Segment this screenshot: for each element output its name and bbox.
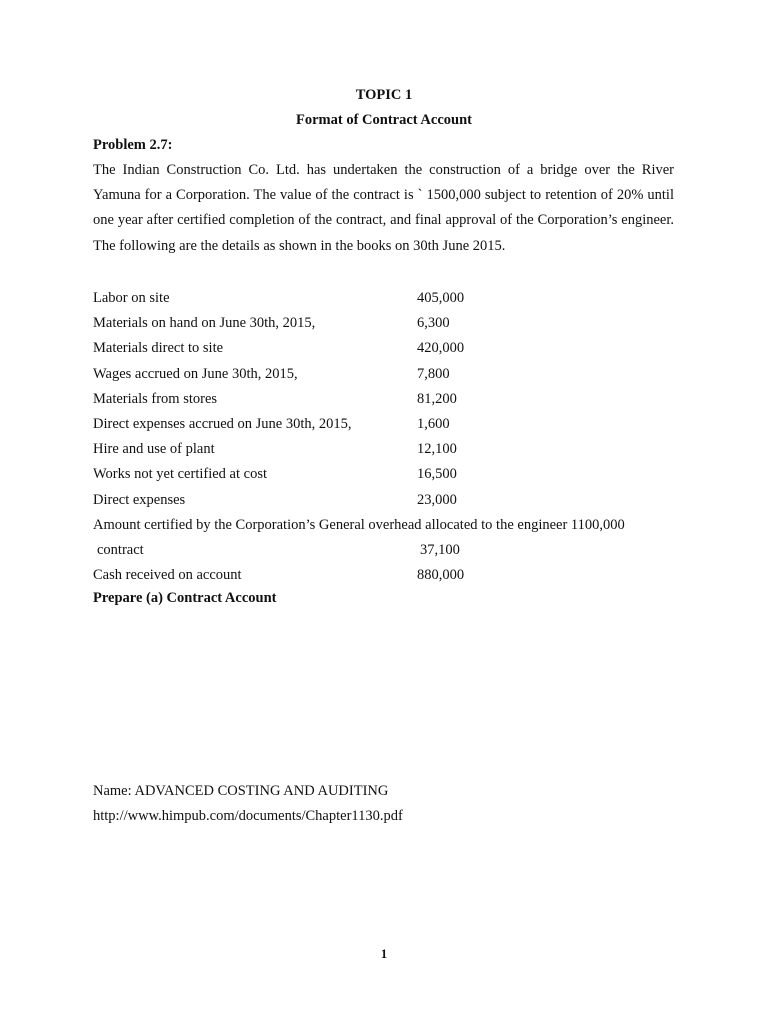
item-value: 1,600 (417, 415, 450, 432)
item-value: 16,500 (417, 466, 457, 483)
item-value: 880,000 (417, 567, 465, 584)
item-label: Direct expenses accrued on June 30th, 2015, (93, 415, 352, 432)
list-item (93, 538, 683, 563)
item-value: 12,100 (417, 441, 457, 458)
problem-label: Problem 2.7: (93, 137, 173, 153)
item-label: Wages accrued on June 30th, 2015, (93, 365, 298, 382)
source-url: http://www.himpub.com/documents/Chapter1130.pdf (93, 808, 403, 824)
item-label: Works not yet certified at cost (93, 466, 267, 483)
item-value: 37,100 (420, 541, 460, 558)
details-list (93, 286, 683, 588)
problem-paragraph: The Indian Construction Co. Ltd. has undertaken the construction of a bridge over the River Yamuna for a Corporation. The value of the contract is ` 1500,000 subject to retention of 20% until one year after certified completion of the contract, and final approval of the Corporation’s engineer. The following are the details as shown in the books on 30th June 2015. (93, 162, 674, 254)
item-label: Cash received on account (93, 567, 242, 584)
page-number: 1 (380, 947, 388, 961)
topic-heading: TOPIC 1 (355, 87, 413, 103)
list-item (93, 563, 683, 588)
list-item (93, 462, 683, 487)
item-label: Hire and use of plant (93, 441, 215, 458)
item-value: 23,000 (417, 491, 457, 508)
item-label: contract (97, 541, 144, 558)
amount-certified-text: Amount certified by the Corporation’s General overhead allocated to the engineer 1100,000 (93, 516, 625, 533)
item-label: Direct expenses (93, 491, 186, 508)
item-value: 405,000 (417, 290, 465, 306)
item-label: Materials on hand on June 30th, 2015, (93, 315, 316, 332)
item-label: Labor on site (93, 290, 170, 306)
item-value: 81,200 (417, 390, 457, 407)
item-label: Materials direct to site (93, 340, 224, 357)
list-item (93, 286, 683, 311)
list-item (93, 488, 683, 513)
list-item (93, 437, 683, 462)
item-value: 420,000 (417, 340, 465, 357)
list-item (93, 412, 683, 437)
list-item (93, 362, 683, 387)
item-value: 7,800 (417, 365, 450, 382)
list-item (93, 336, 683, 361)
list-item (93, 513, 683, 538)
subtitle-heading: Format of Contract Account (296, 112, 472, 128)
prepare-instruction: Prepare (a) Contract Account (93, 590, 277, 606)
item-value: 6,300 (417, 315, 450, 332)
source-name: Name: ADVANCED COSTING AND AUDITING (93, 783, 389, 799)
list-item (93, 387, 683, 412)
item-label: Materials from stores (93, 390, 218, 407)
list-item (93, 311, 683, 336)
